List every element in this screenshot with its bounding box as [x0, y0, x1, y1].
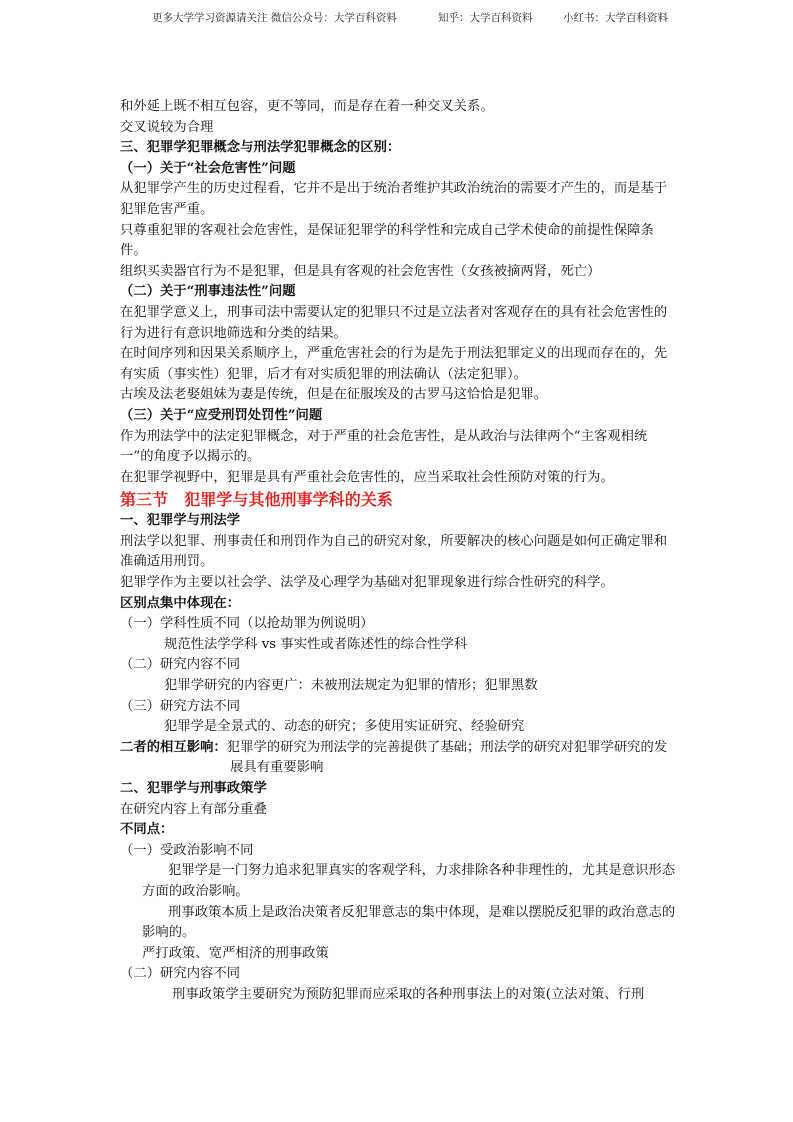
header-zhihu: 知乎：大学百科资料 — [438, 12, 533, 24]
subsection-heading: （三）关于“应受刑罚处罚性”问题 — [120, 407, 323, 423]
mutual-influence — [120, 738, 676, 779]
paragraph: 从犯罪学产生的历史过程看，它并不是出于统治者维护其政治统治的需要才产生的，而是基于犯罪危害严重。 — [120, 181, 668, 217]
list-item: （一）受政治影响不同 — [120, 842, 254, 858]
mutual-influence-text: 犯罪学的研究为刑法学的完善提供了基础；刑法学的研究对犯罪学研究的发展具有重要影响 — [226, 739, 668, 776]
list-item-detail: 犯罪学是全景式的、动态的研究；多使用实证研究、经验研究 — [164, 719, 525, 735]
list-item-detail: 刑事政策学主要研究为预防犯罪而应采取的各种刑事法上的对策(立法对策、行刑 — [172, 986, 645, 1002]
chapter-section-title: 第三节 犯罪学与其他刑事学科的关系 — [120, 490, 393, 510]
header-wechat: 更多大学学习资源请关注 微信公众号：大学百科资料 — [152, 12, 397, 24]
list-item: （二）研究内容不同 — [120, 966, 241, 982]
list-item: （三）研究方法不同 — [120, 698, 241, 714]
list-item: （一）学科性质不同（以抢劫罪为例说明） — [120, 616, 374, 632]
section-heading: 一、犯罪学与刑法学 — [120, 513, 241, 529]
header-xiaohongshu: 小红书：大学百科资料 — [563, 12, 668, 24]
paragraph: 在犯罪学视野中，犯罪是具有严重社会危害性的，应当采取社会性预防对策的行为。 — [120, 469, 614, 485]
list-item: （二）研究内容不同 — [120, 657, 241, 673]
paragraph: 和外延上既不相互包容，更不等同，而是存在着一种交叉关系。 — [120, 99, 494, 114]
paragraph: 古埃及法老娶姐妹为妻是传统，但是在征服埃及的古罗马这恰恰是犯罪。 — [120, 387, 548, 403]
list-item-detail: 犯罪学研究的内容更广：未被刑法规定为犯罪的情形；犯罪黑数 — [164, 678, 538, 694]
subsection-heading: 不同点： — [120, 822, 174, 838]
list-item-detail: 严打政策、宽严相济的刑事政策 — [142, 945, 329, 961]
subsection-heading: 区别点集中体现在： — [120, 595, 241, 611]
list-item-detail: 规范性法学学科 vs 事实性或者陈述性的综合性学科 — [164, 636, 468, 652]
paragraph: 在犯罪学意义上，刑事司法中需要认定的犯罪只不过是立法者对客观存在的具有社会危害性的行为进行有意识地筛选和分类的结果。 — [120, 304, 668, 341]
paragraph: 在研究内容上有部分重叠 — [120, 801, 267, 817]
list-item-detail: 犯罪学是一门努力追求犯罪真实的客观学科，力求排除各种非理性的，尤其是意识形态方面的政治影响。 — [142, 863, 676, 899]
paragraph: 交叉说较为合理 — [120, 119, 214, 135]
paragraph: 犯罪学作为主要以社会学、法学及心理学为基础对犯罪现象进行综合性研究的科学。 — [120, 575, 614, 591]
paragraph: 刑法学以犯罪、刑事责任和刑罚作为自己的研究对象，所要解决的核心问题是如何正确定罪和准确适用刑罚。 — [120, 533, 668, 570]
mutual-influence-label: 二者的相互影响： — [120, 739, 227, 755]
paragraph: 作为刑法学中的法定犯罪概念，对于严重的社会危害性，是从政治与法律两个“主客观相统一”的角度予以揭示的。 — [120, 428, 648, 465]
paragraph: 只尊重犯罪的客观社会危害性，是保证犯罪学的科学性和完成自己学术使命的前提性保障条件。 — [120, 222, 654, 259]
list-item-detail: 刑事政策本质上是政治决策者反犯罪意志的集中体现，是难以摆脱反犯罪的政治意志的影响的。 — [142, 904, 676, 941]
subsection-heading: （二）关于“刑事违法性”问题 — [120, 284, 296, 300]
paragraph: 在时间序列和因果关系顺序上，严重危害社会的行为是先于刑法犯罪定义的出现而存在的，先有实质（事实性）犯罪，后才有对实质犯罪的刑法确认（法定犯罪）。 — [120, 346, 668, 382]
section-heading: 三、犯罪学犯罪概念与刑法学犯罪概念的区别： — [120, 140, 401, 156]
section-heading: 二、犯罪学与刑事政策学 — [120, 781, 267, 796]
paragraph: 组织买卖器官行为不是犯罪，但是具有客观的社会危害性（女孩被摘两肾，死亡） — [120, 263, 601, 279]
subsection-heading: （一）关于“社会危害性”问题 — [120, 160, 296, 176]
page-header — [0, 10, 793, 26]
document-body — [120, 97, 676, 1006]
